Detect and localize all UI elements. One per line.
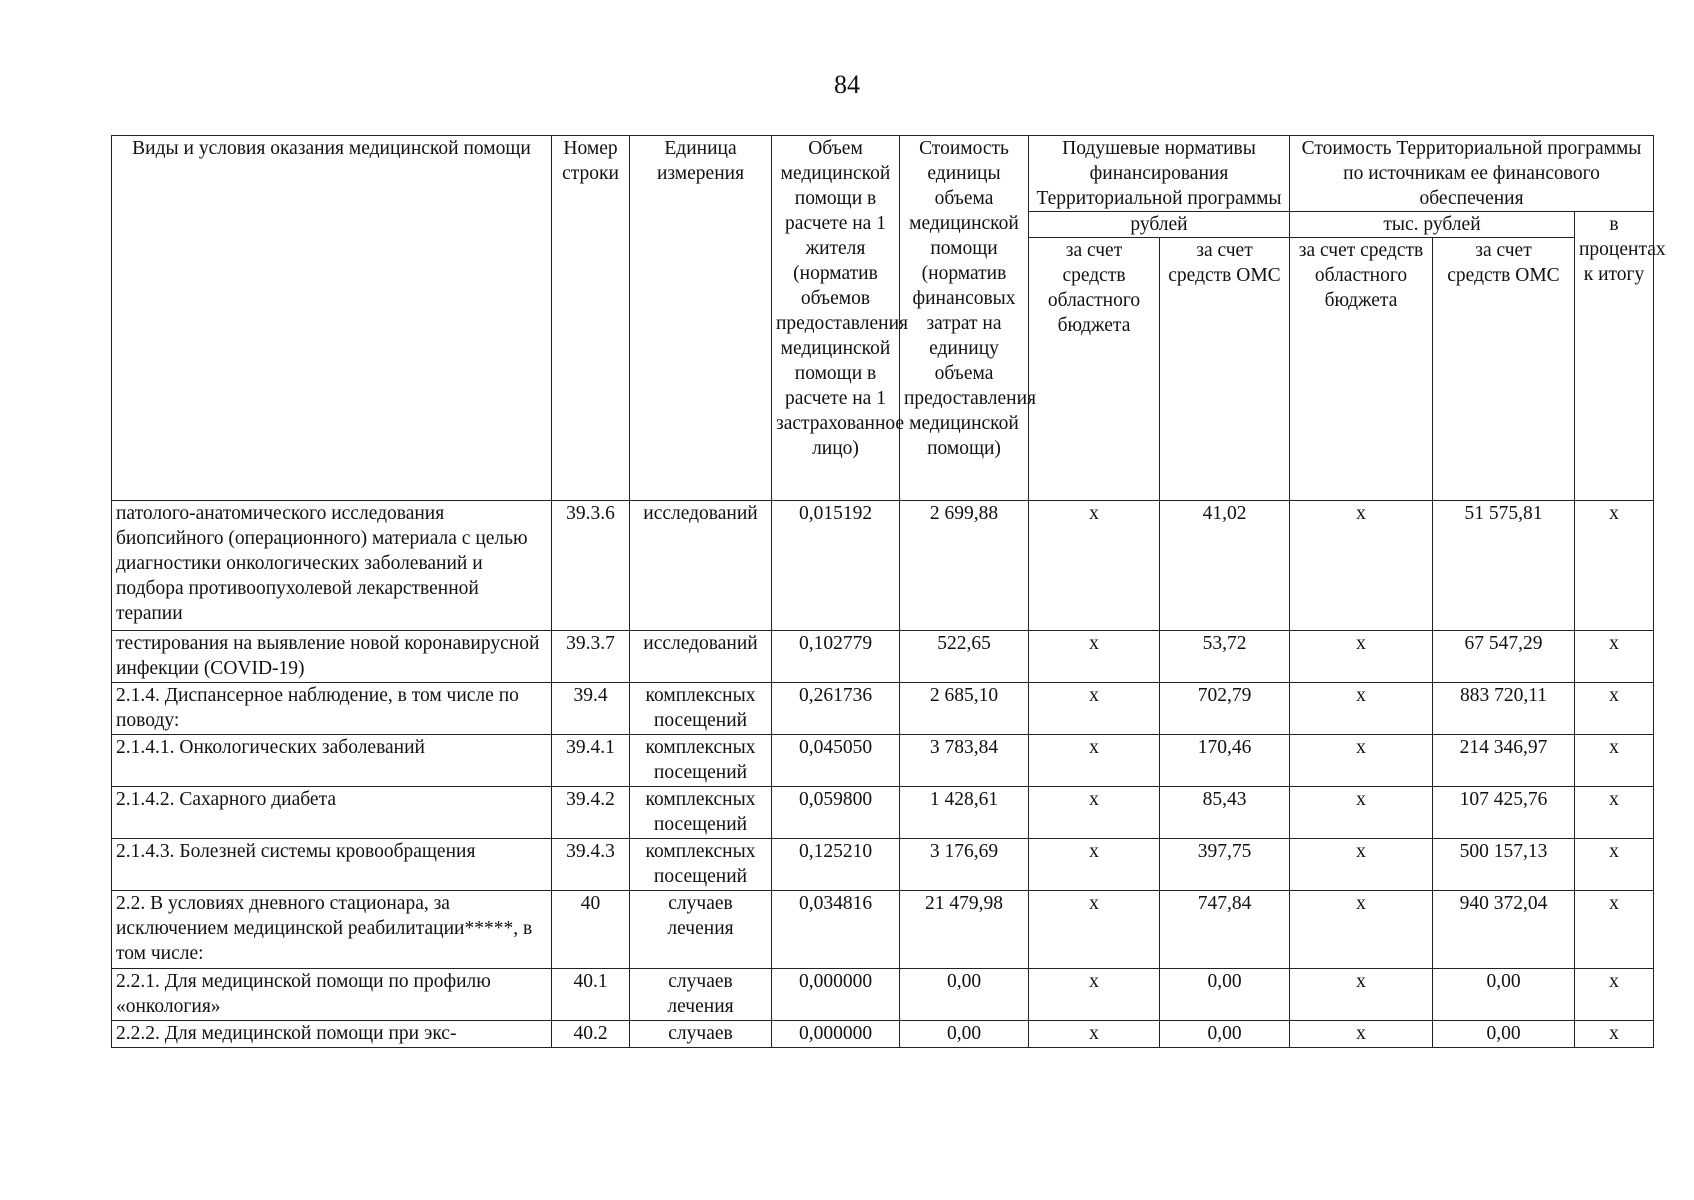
row-volume: 0,034816 [772,891,900,969]
row-percent: x [1575,839,1654,891]
row-oms-total: 67 547,29 [1433,631,1575,683]
row-oms-total: 883 720,11 [1433,683,1575,735]
row-oms-total: 940 372,04 [1433,891,1575,969]
table-row [112,969,1654,1021]
header-oms-total-prefix: за счет [1475,240,1532,261]
table-row [112,891,1654,969]
row-budget: x [1029,735,1160,787]
row-name: 2.1.4.2. Сахарного диабета [112,787,552,839]
row-percent: x [1575,891,1654,969]
row-oms-total: 0,00 [1433,969,1575,1021]
table-row [112,1021,1654,1048]
header-percent: в процентах к итогу [1575,212,1654,501]
row-number: 39.4.3 [552,839,630,891]
row-volume: 0,261736 [772,683,900,735]
table-body [112,501,1654,1048]
header-unit-rubles: рублей [1029,212,1290,238]
row-unit: комплексных посещений [630,683,772,735]
row-number: 39.3.6 [552,501,630,631]
row-cost: 0,00 [900,1021,1029,1048]
header-cost: Стоимость единицы объема медицинской помощи (норматив финансовых затрат на единицу объема предоставления медицинской помощи) [900,136,1029,501]
row-cost: 21 479,98 [900,891,1029,969]
table-row [112,787,1654,839]
row-budget: x [1029,501,1160,631]
row-budget-total: x [1290,631,1433,683]
row-percent: x [1575,631,1654,683]
row-volume: 0,102779 [772,631,900,683]
row-budget: x [1029,787,1160,839]
table-header [112,136,1666,501]
row-oms: 41,02 [1160,501,1290,631]
row-budget-total: x [1290,501,1433,631]
row-unit: комплексных посещений [630,735,772,787]
row-cost: 522,65 [900,631,1029,683]
financing-table [111,135,1666,1048]
row-oms: 170,46 [1160,735,1290,787]
row-budget-total: x [1290,735,1433,787]
header-oms-total-text: средств ОМС [1447,265,1560,286]
row-number: 40.2 [552,1021,630,1048]
row-unit: случаев лечения [630,969,772,1021]
header-program-cost-group: Стоимость Территориальной программы по источникам ее финансового обеспечения [1290,136,1654,212]
header-budget-total: за счет средств областного бюджета [1290,238,1433,501]
row-budget: x [1029,1021,1160,1048]
row-percent: x [1575,1021,1654,1048]
header-unit-thousand-rubles: тыс. рублей [1290,212,1575,238]
header-budget: за счет средств областного бюджета [1029,238,1160,501]
row-volume: 0,000000 [772,1021,900,1048]
row-volume: 0,045050 [772,735,900,787]
table-row [112,735,1654,787]
row-number: 39.4.1 [552,735,630,787]
row-volume: 0,000000 [772,969,900,1021]
row-percent: x [1575,735,1654,787]
row-budget-total: x [1290,891,1433,969]
row-volume: 0,059800 [772,787,900,839]
row-oms: 53,72 [1160,631,1290,683]
row-budget: x [1029,969,1160,1021]
row-budget-total: x [1290,839,1433,891]
row-volume: 0,125210 [772,839,900,891]
table-row [112,839,1654,891]
row-oms: 747,84 [1160,891,1290,969]
row-cost: 2 685,10 [900,683,1029,735]
row-percent: x [1575,501,1654,631]
row-unit: комплексных посещений [630,787,772,839]
row-oms-total: 107 425,76 [1433,787,1575,839]
row-oms: 0,00 [1160,1021,1290,1048]
row-name: тестирования на выявление новой коронавирусной инфекции (COVID-19) [112,631,552,683]
row-unit: исследований [630,501,772,631]
row-unit: комплексных посещений [630,839,772,891]
row-budget: x [1029,631,1160,683]
header-oms: за счет средств ОМС [1160,238,1290,501]
row-unit: случаев [630,1021,772,1048]
row-volume: 0,015192 [772,501,900,631]
table-row [112,683,1654,735]
row-oms-total: 51 575,81 [1433,501,1575,631]
row-name: 2.1.4.1. Онкологических заболеваний [112,735,552,787]
row-name: 2.2.2. Для медицинской помощи при экс- [112,1021,552,1048]
row-budget-total: x [1290,683,1433,735]
table-row [112,631,1654,683]
row-unit: случаев лечения [630,891,772,969]
header-row-number: Номер строки [552,136,630,501]
row-cost: 2 699,88 [900,501,1029,631]
header-type: Виды и условия оказания медицинской помощи [112,136,552,501]
row-number: 39.4.2 [552,787,630,839]
page-number: 84 [834,70,860,99]
row-oms: 0,00 [1160,969,1290,1021]
row-name: 2.1.4.3. Болезней системы кровообращения [112,839,552,891]
row-oms-total: 500 157,13 [1433,839,1575,891]
row-oms-total: 214 346,97 [1433,735,1575,787]
row-name: 2.2. В условиях дневного стационара, за исключением медицинской реабилитации*****, в том числе: [112,891,552,969]
row-budget-total: x [1290,787,1433,839]
row-cost: 3 176,69 [900,839,1029,891]
row-percent: x [1575,969,1654,1021]
row-cost: 3 783,84 [900,735,1029,787]
row-number: 39.3.7 [552,631,630,683]
row-budget: x [1029,839,1160,891]
row-oms: 397,75 [1160,839,1290,891]
row-number: 40 [552,891,630,969]
row-number: 39.4 [552,683,630,735]
row-number: 40.1 [552,969,630,1021]
row-budget-total: x [1290,969,1433,1021]
row-unit: исследований [630,631,772,683]
row-budget: x [1029,683,1160,735]
row-oms: 85,43 [1160,787,1290,839]
row-percent: x [1575,683,1654,735]
row-oms-total: 0,00 [1433,1021,1575,1048]
header-per-capita-group: Подушевые нормативы финансирования Территориальной программы [1029,136,1290,212]
row-name: 2.1.4. Диспансерное наблюдение, в том числе по поводу: [112,683,552,735]
header-volume: Объем медицинской помощи в расчете на 1 жителя (норматив объемов предоставления медицинской помощи в расчете на 1 застрахованное лицо) [772,136,900,501]
row-cost: 1 428,61 [900,787,1029,839]
row-name: 2.2.1. Для медицинской помощи по профилю «онкология» [112,969,552,1021]
row-budget-total: x [1290,1021,1433,1048]
row-cost: 0,00 [900,969,1029,1021]
row-name: патолого-анатомического исследования биопсийного (операционного) материала с целью диагностики онкологических заболеваний и подбора противоопухолевой лекарственной терапии [112,501,552,631]
row-budget: x [1029,891,1160,969]
header-oms-total [1433,238,1575,501]
row-oms: 702,79 [1160,683,1290,735]
table-row [112,501,1654,631]
header-unit: Единица измерения [630,136,772,501]
row-percent: x [1575,787,1654,839]
